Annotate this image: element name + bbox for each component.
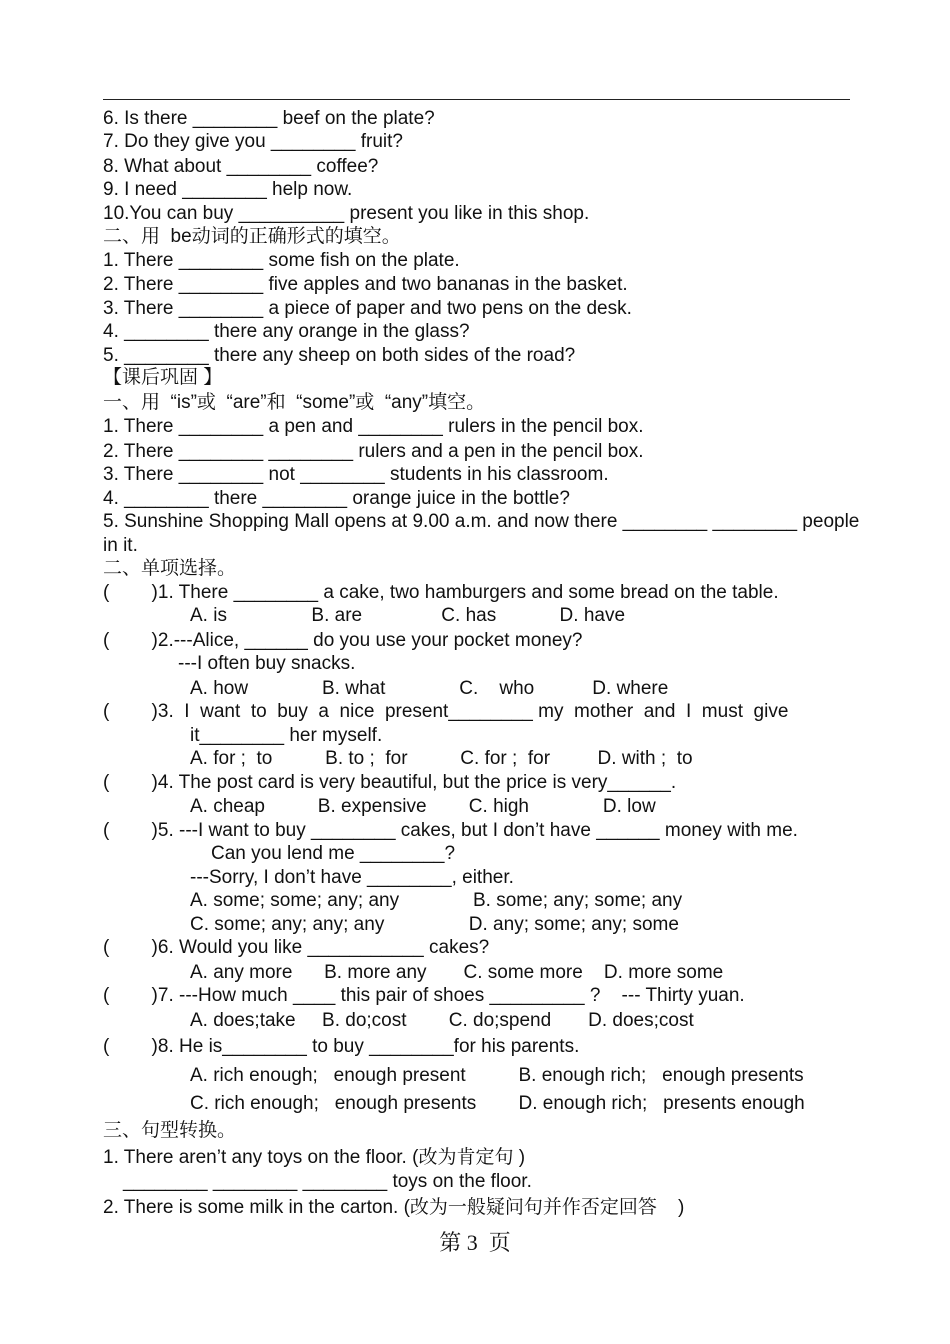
mc-question: ( )3. I want to buy a nice present________ my mother and I must give: [103, 701, 789, 722]
q-line: 4. ________ there any orange in the glass?: [103, 321, 470, 342]
section-heading: 二、单项选择。: [103, 558, 237, 579]
mc-question: ---I often buy snacks.: [178, 653, 356, 674]
mc-question: ---Sorry, I don’t have ________, either.: [190, 867, 514, 888]
q-line: 2. There ________ ________ rulers and a pen in the pencil box.: [103, 441, 644, 462]
q-line: 3. There ________ not ________ students in his classroom.: [103, 464, 609, 485]
q-line: 7. Do they give you ________ fruit?: [103, 131, 403, 152]
mc-options: A. is B. are C. has D. have: [190, 605, 626, 626]
q-line: 10.You can buy __________ present you like in this shop.: [103, 203, 590, 224]
mc-options: A. how B. what C. who D. where: [190, 678, 669, 699]
section-heading: 一、用 “is”或 “are”和 “some”或 “any”填空。: [103, 392, 486, 413]
mc-options: C. some; any; any; any D. any; some; any; some: [190, 914, 679, 935]
mc-question: ( )2.---Alice, ______ do you use your pocket money?: [103, 630, 583, 651]
section-heading: 二、用 be动词的正确形式的填空。: [103, 226, 401, 247]
q-line: 8. What about ________ coffee?: [103, 156, 379, 177]
q-line: 1. There aren’t any toys on the floor. (改为肯定句 ): [103, 1147, 526, 1168]
q-line: 2. There is some milk in the carton. (改为一般疑问句并作否定回答 ): [103, 1197, 685, 1218]
q-line: 4. ________ there ________ orange juice in the bottle?: [103, 488, 570, 509]
mc-question: Can you lend me ________?: [211, 843, 456, 864]
mc-question: ( )6. Would you like ___________ cakes?: [103, 937, 490, 958]
mc-options: A. for ; to B. to ; for C. for ; for D. with ; to: [190, 748, 693, 769]
q-line: ________ ________ ________ toys on the floor.: [123, 1171, 532, 1192]
mc-question: ( )7. ---How much ____ this pair of shoes _________ ? --- Thirty yuan.: [103, 985, 745, 1006]
q-line: 5. ________ there any sheep on both sides of the road?: [103, 345, 576, 366]
mc-options: A. any more B. more any C. some more D. more some: [190, 962, 724, 983]
mc-options: A. does;take B. do;cost C. do;spend D. does;cost: [190, 1010, 694, 1031]
q-line: 9. I need ________ help now.: [103, 179, 353, 200]
q-line: 1. There ________ some fish on the plate.: [103, 250, 460, 271]
mc-options: C. rich enough; enough presents D. enough rich; presents enough: [190, 1093, 805, 1114]
top-rule: [103, 99, 850, 100]
q-line: 5. Sunshine Shopping Mall opens at 9.00 a.m. and now there ________ ________ people: [103, 511, 860, 532]
mc-question: ( )1. There ________ a cake, two hamburgers and some bread on the table.: [103, 582, 779, 603]
q-line: in it.: [103, 535, 138, 556]
mc-options: A. rich enough; enough present B. enough rich; enough presents: [190, 1065, 804, 1086]
mc-question: ( )4. The post card is very beautiful, but the price is very______.: [103, 772, 677, 793]
mc-options: A. some; some; any; any B. some; any; some; any: [190, 890, 683, 911]
q-line: 6. Is there ________ beef on the plate?: [103, 108, 435, 129]
q-line: 2. There ________ five apples and two bananas in the basket.: [103, 274, 628, 295]
mc-question: ( )8. He is________ to buy ________for his parents.: [103, 1036, 580, 1057]
mc-options: A. cheap B. expensive C. high D. low: [190, 796, 656, 817]
section-heading: 三、句型转换。: [103, 1120, 237, 1141]
section-heading: 【课后巩固 】: [103, 367, 223, 388]
mc-question: it________ her myself.: [190, 725, 383, 746]
q-line: 1. There ________ a pen and ________ rulers in the pencil box.: [103, 416, 644, 437]
q-line: 3. There ________ a piece of paper and two pens on the desk.: [103, 298, 632, 319]
mc-question: ( )5. ---I want to buy ________ cakes, but I don’t have ______ money with me.: [103, 820, 798, 841]
page-number: 第 3 页: [439, 1230, 511, 1255]
